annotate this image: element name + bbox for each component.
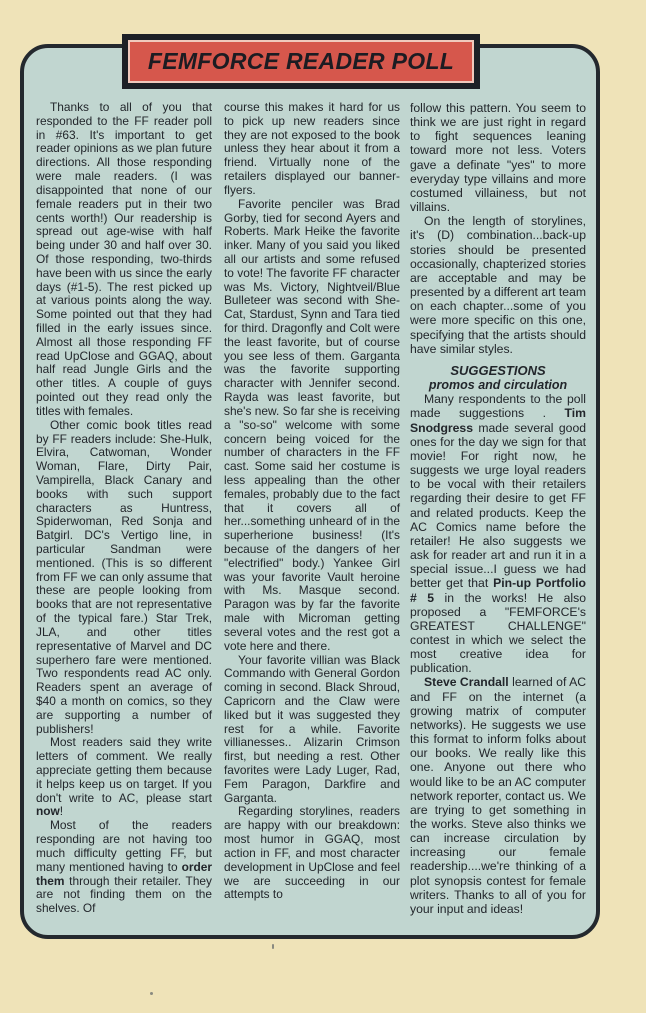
col1-p4-text-b: through their retailer. They are not finding them on the shelves. Of — [36, 873, 212, 916]
col3-p3-name: Tim Snodgress — [410, 406, 586, 435]
col1-p3-bold: now — [36, 804, 60, 819]
page-title: FEMFORCE READER POLL — [147, 48, 455, 74]
print-speck — [272, 944, 274, 949]
col3-paragraph-4 — [410, 675, 586, 916]
col2-paragraph-2: Favorite penciler was Brad Gorby, tied for second Ayers and Roberts. Mark Heike the favorite inker. Many of you said you liked all our artists and some refused to vote! The favorite FF character was Ms. Victory, Nightveil/Blue Bulleteer was second with She-Cat, Stardust, Synn and Tara tied for third. Dragonfly and Colt were the least favorite, but of course you see less of them. Garganta was the favorite supporting character with Jennifer second. Rayda was least favorite, but she's new. So far she is receiving a "so-so" welcome with some concern being voiced for the number of characters in the FF cast. Some said her costume is less appealing than the other females, probably due to the fact that it covers all of her...something unheard of in the superherione business! (It's because of the dangers of her "electrified" body.) Yankee Girl was your favorite Vault heroine with Ms. Masque second. Paragon was by far the favorite male with Microman getting several votes and the rest got a vote here and there. — [224, 196, 400, 653]
title-banner — [122, 34, 480, 89]
col3-p3-text-c: in the works! He also proposed a "FEMFORCE's GREATEST CHALLENGE" contest in which we select the most creative idea for publication. — [410, 590, 586, 676]
col1-p3-text-b: ! — [59, 804, 64, 819]
col3-paragraph-3 — [410, 392, 586, 675]
print-speck — [150, 992, 153, 995]
column-1 — [36, 101, 212, 916]
section-subheading: promos and circulation — [428, 378, 568, 393]
col1-p4-bold: order them — [36, 859, 212, 888]
col3-p4-name: Steve Crandall — [424, 675, 509, 690]
col3-paragraph-2: On the length of storylines, it's (D) combination...back-up stories should be presented occasionally, chapterized stories are acceptable and may be presented by a different art team on each chapter...some of you were more specific on this one, specifying that the artists should have similar styles. — [410, 214, 586, 356]
column-3 — [410, 101, 586, 916]
col3-p3-text-b: made several good ones for the day we sign for that movie! For right now, he suggests we urge loyal readers to be vocal with their retailers regarding their desire to get FF and related products. Keep the AC Comics name before the retailer! He also suggests we ask for reader art and run it in a special issue...I guess we had better get that — [410, 420, 586, 591]
col2-paragraph-4: Regarding storylines, readers are happy with our breakdown: most humor in GGAQ, most action in FF, and most character development in UpClose and feel we are succeeding in our attempts to — [224, 804, 400, 902]
col3-p4-text-a: learned of AC and FF on the internet (a growing matrix of computer networks). He suggests we use this format to inform folks about our books. We really like this one. Anyone out there who would like to be an AC computer network reporter, contact us. We are trying to get something in the works. Steve also thinks we can increase circulation by increasing our female readership....we're thinking of a plot synopsis contest for female writers. Thanks to all of you for your input and ideas! — [410, 675, 586, 916]
col3-p3-bold: Pin-up Portfolio # 5 — [410, 576, 586, 605]
column-2 — [224, 101, 400, 902]
col1-p4-text-a: Most of the readers responding are not having too much difficulty getting FF, but many mentioned having to — [36, 818, 212, 874]
col1-p3-text-a: Most readers said they write letters of comment. We really appreciate getting them because it helps keep us on target. If you don't write to AC, please start — [36, 735, 212, 805]
col3-paragraph-1: follow this pattern. You seem to think we are just right in regard to fight sequences leaning toward more not less. Voters gave a definate "yes" to more everyday type villains and more costumed villainess, but not villains. — [410, 101, 586, 215]
col1-paragraph-2: Other comic book titles read by FF readers include: She-Hulk, Elvira, Catwoman, Wonder Woman, Flare, Dirty Pair, Vampirella, Black Canary and books with such support characters as Huntress, Spiderwoman, Red Sonja and Batgirl. DC's Vertigo line, in particular Sandman were mentioned. (This is so different from FF we can only assume that these are people looking from books that are not representative of the typical fare.) Star Trek, JLA, and other titles representative of Marvel and DC superhero fare were mentioned. Two respondents read AC only. Readers spent an average of $40 a month on comics, so they are supporting a number of publishers! — [36, 417, 212, 736]
col2-paragraph-3: Your favorite villian was Black Commando with General Gordon coming in second. Black Shroud, Capricorn and the Claw were liked but it was suggested they rest for a while. Favorite villianesses.. Alizarin Crimson first, but needing a rest. Other favorites were Lady Luger, Rad, Fem Paragon, Darkfire and Garganta. — [224, 652, 400, 805]
col1-paragraph-1: Thanks to all of you that responded to the FF reader poll in #63. It's important to get reader opinions as we plan future directions. All those responding were male readers. (I was disappointed that none of our female readers put in their two cents worth!) Our readership is spread out age-wise with half being under 30 and half over 30. Of those responding, two-thirds have been with us since the early days (#1-5). The rest picked up at various points along the way. Some pointed out that they had filled in the early issues since. Almost all those responding FF read UpClose and GGAQ, about half read Jungle Girls and the other titles. A couple of guys pointed out they read only the titles with females. — [36, 100, 212, 418]
col3-p3-text-a: Many respondents to the poll made suggestions . — [410, 392, 586, 421]
title-banner-inner — [128, 40, 474, 83]
col1-paragraph-3 — [36, 736, 212, 819]
col1-paragraph-4 — [36, 819, 212, 916]
section-heading: SUGGESTIONS — [450, 362, 546, 378]
col2-paragraph-1: course this makes it hard for us to pick up new readers since they are not exposed to the book unless they hear about it from a friend. Virtually none of the retailers displayed our banner-flyers. — [224, 100, 400, 197]
